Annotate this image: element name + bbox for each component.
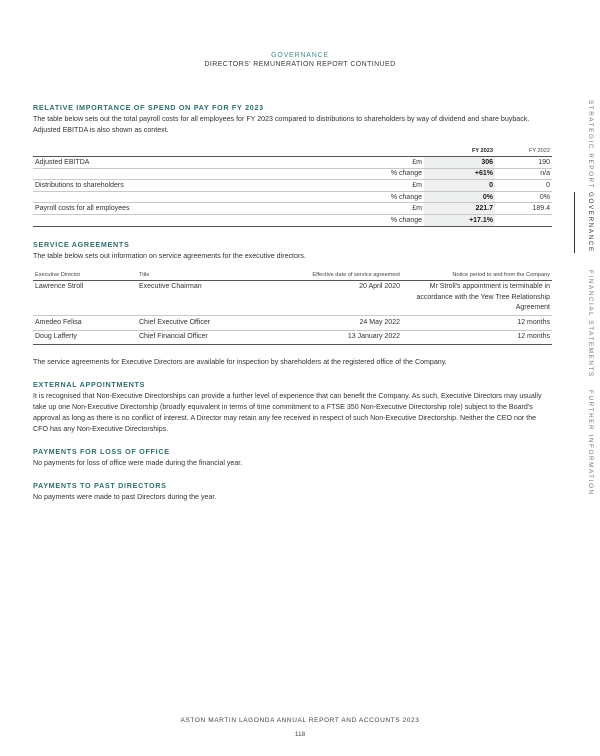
value-fy2022: 189.4 [495,203,552,215]
value-fy2023: +61% [424,168,495,180]
footer-brand: ASTON MARTIN LAGONDA ANNUAL REPORT AND ACCOUNTS 2023 [180,717,420,724]
column-header-title: Title [137,270,277,281]
value-fy2022: 190 [495,157,552,169]
notice-period: Mr Stroll's appointment is terminable in accordance with the Yew Tree Relationship Agreement [402,280,552,316]
notice-period: 12 months [402,316,552,331]
table-header-row [33,270,552,281]
director-name: Doug Lafferty [33,330,137,345]
page-footer [0,717,600,738]
page-number: 118 [294,731,306,738]
row-label [33,191,354,203]
value-fy2022: 0 [495,180,552,192]
director-name: Lawrence Stroll [33,280,137,316]
row-label: Payroll costs for all employees [33,203,354,215]
loss-of-office-text: No payments for loss of office were made during the financial year. [33,459,243,468]
value-fy2023: 221.7 [424,203,495,215]
value-fy2022: n/a [495,168,552,180]
value-fy2023: 306 [424,157,495,169]
value-fy2023: 0% [424,191,495,203]
table-row [33,168,552,180]
column-header-date: Effective date of service agreement [277,270,402,281]
service-agreements-note: The service agreements for Executive Directors are available for inspection by shareholders at the registered office of the Company. [33,358,447,367]
director-name: Amedeo Felisa [33,316,137,331]
external-appointments-text: It is recognised that Non-Executive Directorships can provide a further level of experience that can benefit the Company. As such, Executive Directors may usually take up one Non-Executive Directorship (broadly equivalent in terms of time commitment to a FTSE 350 Non-Executive Directorship role) subject to the Board's approval as long as there is no conflict of interest. A Director may retain any fee received in respect of such Non-Executive Directorship. Neither the CEO nor the CFO has any Non-Executive Directorships. [33,392,542,434]
service-agreements-text: The table below sets out information on service agreements for the executive directors. [33,251,306,260]
director-title: Chief Executive Officer [137,316,277,331]
relative-importance-heading: RELATIVE IMPORTANCE OF SPEND ON PAY FOR FY 2023 [33,103,264,112]
external-appointments-heading: EXTERNAL APPOINTMENTS [33,380,146,390]
past-directors-text: No payments were made to past Directors during the year. [33,493,217,502]
nav-tab-strategic-report[interactable]: STRATEGIC REPORT [587,100,594,190]
value-fy2022 [495,214,552,226]
row-unit: £m [354,180,424,192]
column-header-fy2023: FY 2023 [471,148,493,154]
table-row [33,330,552,345]
page-header [0,52,600,68]
column-header-director: Executive Director [33,270,137,281]
value-fy2022: 0% [495,191,552,203]
row-unit: % change [354,214,424,226]
spend-on-pay-table [33,146,552,227]
row-unit: % change [354,168,424,180]
page-subtitle: DIRECTORS' REMUNERATION REPORT CONTINUED [204,61,396,68]
section-label: GOVERNANCE [271,52,329,59]
section-nav [570,100,600,500]
agreement-date: 20 April 2020 [277,280,402,316]
table-row [33,316,552,331]
row-label: Distributions to shareholders [33,180,354,192]
loss-of-office-heading: PAYMENTS FOR LOSS OF OFFICE [33,447,170,457]
row-unit: % change [354,191,424,203]
value-fy2023: +17.1% [424,214,495,226]
service-agreements-table [33,270,552,346]
table-row [33,280,552,316]
table-row [33,214,552,226]
table-row [33,191,552,203]
past-directors-heading: PAYMENTS TO PAST DIRECTORS [33,481,167,491]
row-unit: £m [354,203,424,215]
relative-importance-text: The table below sets out the total payroll costs for all employees for FY 2023 compared to distributions to shareholders by way of dividend and share buyback. Adjusted EBITDA is also shown as context. [33,115,530,134]
agreement-date: 13 January 2022 [277,330,402,345]
row-unit: £m [354,157,424,169]
table-row [33,157,552,169]
nav-tab-further-information[interactable]: FURTHER INFORMATION [587,390,594,496]
notice-period: 12 months [402,330,552,345]
agreement-date: 24 May 2022 [277,316,402,331]
row-label [33,214,354,226]
table-row [33,180,552,192]
service-agreements-heading: SERVICE AGREEMENTS [33,239,130,249]
row-label [33,168,354,180]
table-header-row [33,146,552,157]
column-header-notice: Notice period to and from the Company [402,270,552,281]
value-fy2023: 0 [424,180,495,192]
director-title: Executive Chairman [137,280,277,316]
director-title: Chief Financial Officer [137,330,277,345]
table-row [33,203,552,215]
row-label: Adjusted EBITDA [33,157,354,169]
nav-tab-governance[interactable]: GOVERNANCE [574,192,594,253]
column-header-fy2022: FY 2022 [528,148,550,154]
nav-tab-financial-statements[interactable]: FINANCIAL STATEMENTS [587,270,594,378]
main-content [33,103,552,503]
